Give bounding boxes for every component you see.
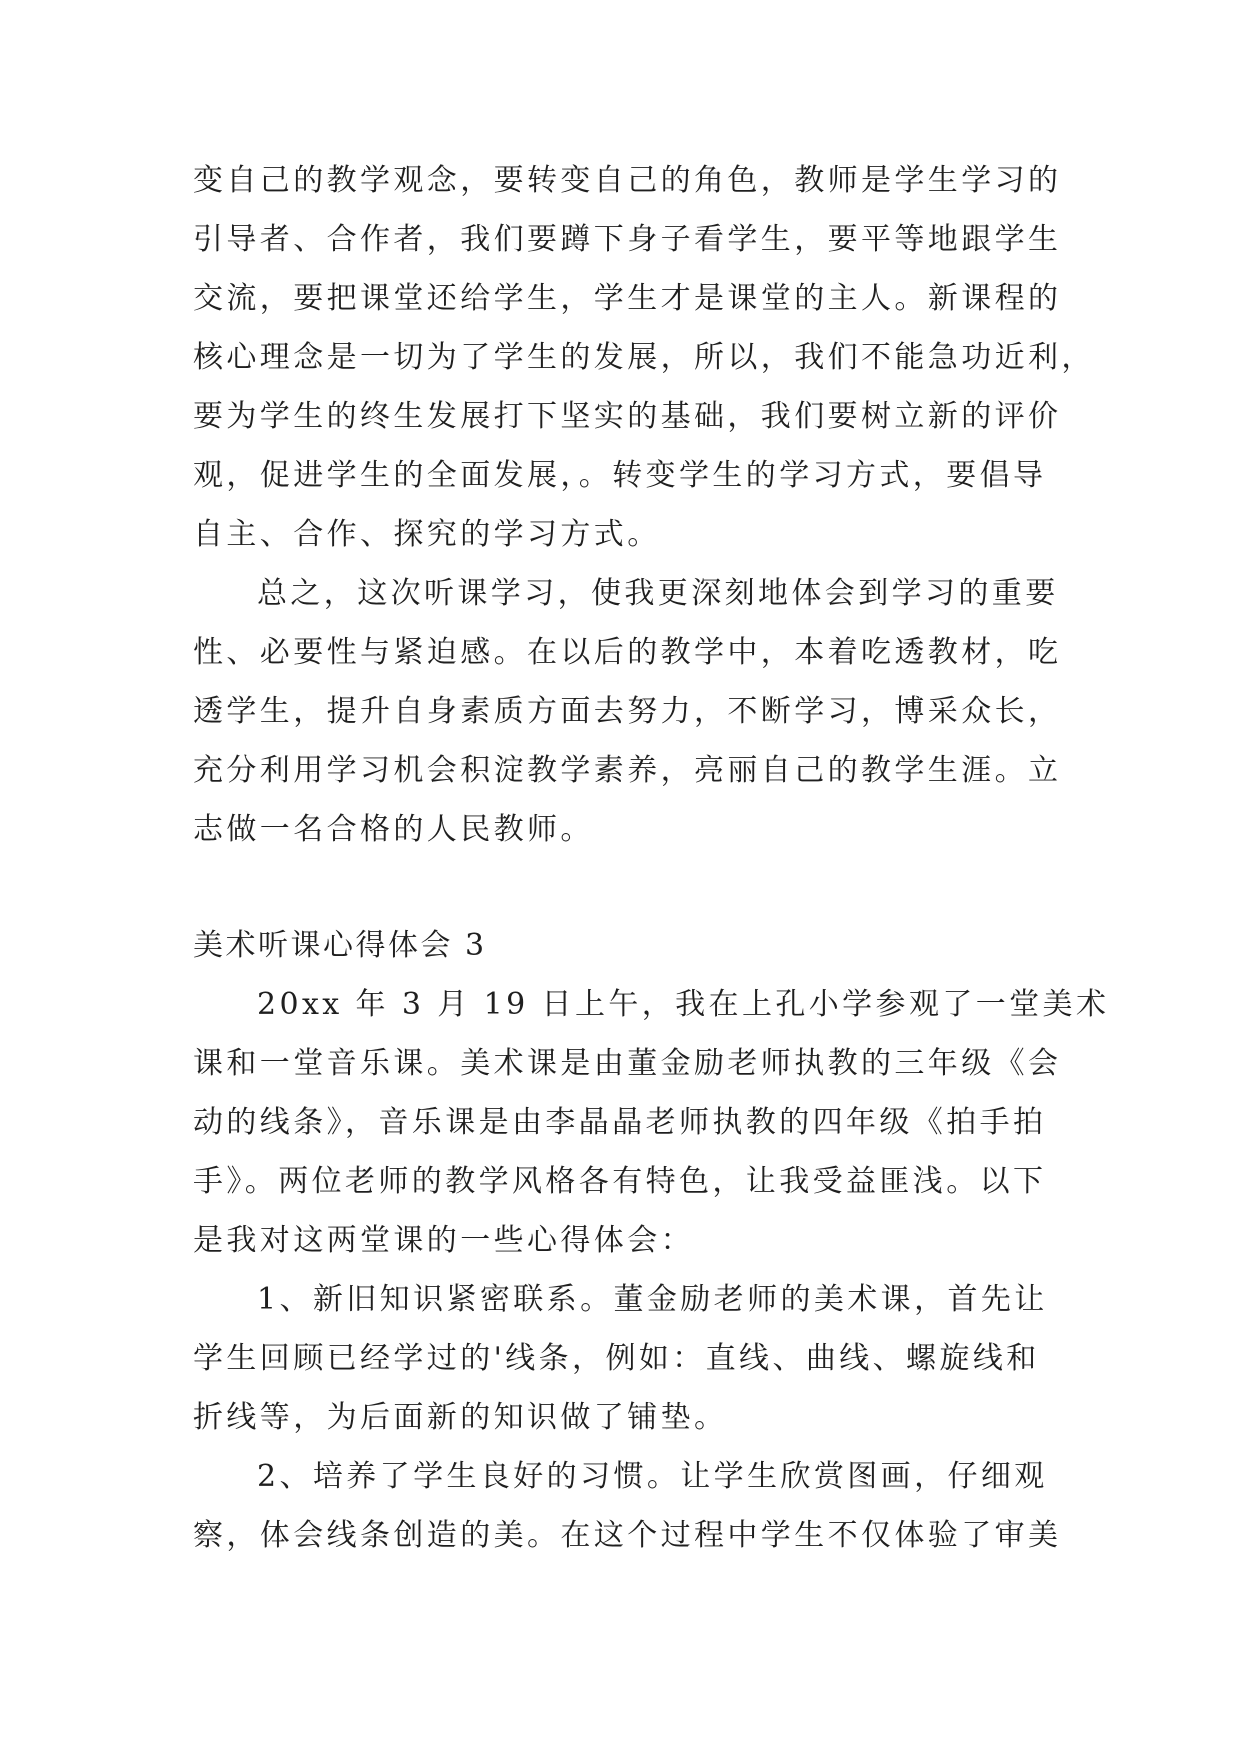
text-line: 课和一堂音乐课。美术课是由董金励老师执教的三年级《会 bbox=[193, 1046, 1062, 1081]
text-line: 交流，要把课堂还给学生，学生才是课堂的主人。新课程的 bbox=[193, 281, 1062, 316]
text-line: 充分利用学习机会积淀教学素养，亮丽自己的教学生涯。立 bbox=[193, 753, 1062, 788]
paragraph-point-2 bbox=[193, 1447, 1062, 1565]
text-line: 性、必要性与紧迫感。在以后的教学中，本着吃透教材，吃 bbox=[193, 635, 1062, 670]
text-line: 透学生，提升自身素质方面去努力，不断学习，博采众长， bbox=[193, 694, 1062, 729]
text-line: 核心理念是一切为了学生的发展，所以，我们不能急功近利， bbox=[193, 340, 1095, 375]
text-line: 观，促进学生的全面发展，。转变学生的学习方式，要倡导 bbox=[193, 458, 1047, 493]
text-line: 总之，这次听课学习，使我更深刻地体会到学习的重要 bbox=[257, 576, 1059, 611]
text-line: 学生回顾已经学过的'线条，例如：直线、曲线、螺旋线和 bbox=[193, 1341, 1040, 1376]
text-line: 20xx 年 3 月 19 日上午，我在上孔小学参观了一堂美术 bbox=[257, 987, 1110, 1022]
text-line: 动的线条》，音乐课是由李晶晶老师执教的四年级《拍手拍 bbox=[193, 1105, 1047, 1140]
text-line: 志做一名合格的人民教师。 bbox=[193, 812, 594, 847]
text-line: 折线等，为后面新的知识做了铺垫。 bbox=[193, 1400, 728, 1435]
text-line: 2、培养了学生良好的习惯。让学生欣赏图画，仔细观 bbox=[257, 1459, 1048, 1494]
paragraph-teaching-roles bbox=[193, 151, 1095, 564]
text-line: 要为学生的终生发展打下坚实的基础，我们要树立新的评价 bbox=[193, 399, 1062, 434]
paragraph-observation-intro bbox=[193, 975, 1110, 1270]
text-line: 引导者、合作者，我们要蹲下身子看学生，要平等地跟学生 bbox=[193, 222, 1062, 257]
text-line: 自主、合作、探究的学习方式。 bbox=[193, 517, 661, 552]
paragraph-point-1 bbox=[193, 1270, 1055, 1447]
text-line: 察，体会线条创造的美。在这个过程中学生不仅体验了审美 bbox=[193, 1518, 1062, 1553]
text-line: 是我对这两堂课的一些心得体会： bbox=[193, 1223, 694, 1258]
section-heading: 美术听课心得体会 3 bbox=[193, 928, 487, 963]
text-line: 1、新旧知识紧密联系。董金励老师的美术课，首先让 bbox=[257, 1282, 1048, 1317]
text-line: 手》。两位老师的教学风格各有特色，让我受益匪浅。以下 bbox=[193, 1164, 1047, 1199]
paragraph-conclusion bbox=[193, 564, 1062, 859]
text-line: 变自己的教学观念，要转变自己的角色，教师是学生学习的 bbox=[193, 163, 1062, 198]
